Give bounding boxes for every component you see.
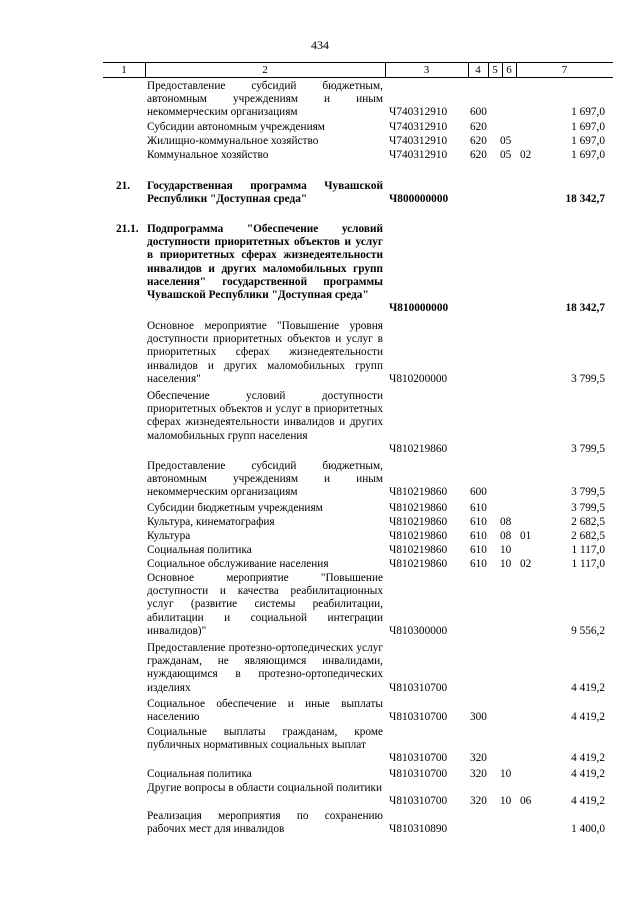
row-expense-type: 600 [470,106,487,119]
row-section: 10 [500,558,512,570]
row-section: 10 [500,768,512,780]
row-name: Другие вопросы в области социальной политики [147,782,383,794]
row-target-article: Ч810300000 [389,624,448,637]
row-name: Предоставление субсидий бюджетным, автономным учреждениям и иным некоммерческим организациям [147,80,383,119]
row-name: Культура, кинематография [147,516,275,528]
row-amount: 4 419,2 [571,795,605,808]
row-section: 10 [500,795,512,808]
row-target-article: Ч800000000 [389,193,449,206]
row-name: Обеспечение условий доступности приоритетных объектов и услуг в приоритетных сферах жизнедеятельности инвалидов и других маломобильных групп населения [147,390,383,442]
row-section: 08 [500,530,512,542]
row-target-article: Ч810310700 [389,711,448,724]
row-expense-type: 610 [470,502,487,514]
page-number: 434 [311,38,329,52]
row-name: Предоставление субсидий бюджетным, автономным учреждениям и иным некоммерческим организациям [147,460,383,499]
row-name: Подпрограмма "Обеспечение условий доступности приоритетных объектов и услуг в приоритетных сферах жизнедеятельности инвалидов и других маломобильных групп населения" государственной программы Чувашской Республики "Доступная среда" [147,223,383,302]
row-target-article: Ч810219860 [389,442,448,455]
row-amount: 1 697,0 [571,135,605,147]
row-expense-type: 620 [470,121,487,133]
row-name: Коммунальное хозяйство [147,149,269,161]
row-expense-type: 320 [470,768,487,780]
row-name: Предоставление протезно-ортопедических услуг гражданам, не являющимся инвалидами, нуждающимся в протезно-ортопедических изделиях [147,642,383,694]
row-amount: 3 799,5 [571,372,605,385]
row-target-article: Ч810310700 [389,681,448,694]
row-name: Социальное обеспечение и иные выплаты населению [147,698,383,724]
row-target-article: Ч810000000 [389,302,449,315]
row-name: Субсидии бюджетным учреждениям [147,502,323,514]
row-target-article: Ч810310890 [389,823,448,836]
row-expense-type: 610 [470,516,487,528]
row-expense-type: 300 [470,711,487,724]
row-expense-type: 620 [470,149,487,161]
row-number: 21. [116,180,131,192]
header-col-3: 3 [423,64,430,76]
row-name: Социальная политика [147,768,252,780]
row-target-article: Ч810200000 [389,372,448,385]
row-section: 08 [500,516,512,528]
header-col-1: 1 [121,64,127,76]
row-amount: 1 117,0 [571,544,605,556]
row-target-article: Ч810310700 [389,795,448,808]
row-target-article: Ч810310700 [389,752,448,765]
row-target-article: Ч740312910 [389,106,448,119]
row-section: 10 [500,544,512,556]
row-target-article: Ч740312910 [389,135,448,147]
row-subsection: 01 [520,530,532,542]
row-expense-type: 620 [470,135,487,147]
row-expense-type: 610 [470,530,487,542]
row-name: Реализация мероприятия по сохранению рабочих мест для инвалидов [147,810,383,836]
row-amount: 3 799,5 [571,486,605,499]
row-amount: 1 697,0 [571,106,605,119]
row-section: 05 [500,135,512,147]
row-amount: 9 556,2 [571,624,605,637]
row-amount: 4 419,2 [571,752,605,765]
row-amount: 1 400,0 [571,823,605,836]
row-target-article: Ч810219860 [389,502,448,514]
row-name: Социальные выплаты гражданам, кроме публичных нормативных социальных выплат [147,726,383,752]
row-name: Государственная программа Чувашской Республики "Доступная среда" [147,180,383,206]
row-name: Социальная политика [147,544,252,556]
row-target-article: Ч740312910 [389,121,448,133]
row-name: Субсидии автономным учреждениям [147,121,325,133]
row-amount: 2 682,5 [571,530,605,542]
row-amount: 18 342,7 [565,193,605,206]
row-amount: 1 697,0 [571,121,605,133]
row-name: Основное мероприятие "Повышение доступности и качества реабилитационных услуг (развитие системы реабилитации, абилитации и социальной интеграции инвалидов)" [147,572,383,637]
row-expense-type: 610 [470,558,487,570]
row-subsection: 02 [520,149,532,161]
row-expense-type: 320 [470,752,487,765]
header-col-6: 6 [506,64,512,76]
row-expense-type: 610 [470,544,487,556]
row-target-article: Ч810219860 [389,558,448,570]
row-target-article: Ч810219860 [389,530,448,542]
row-target-article: Ч810219860 [389,544,448,556]
row-target-article: Ч810219860 [389,516,448,528]
row-amount: 3 799,5 [571,502,605,514]
row-name: Социальное обслуживание населения [147,558,329,570]
row-target-article: Ч740312910 [389,149,448,161]
header-col-2: 2 [262,64,268,76]
row-subsection: 06 [520,795,532,808]
row-amount: 2 682,5 [571,516,605,528]
row-name: Жилищно-коммунальное хозяйство [147,135,319,147]
row-amount: 4 419,2 [571,681,605,694]
row-amount: 4 419,2 [571,768,605,780]
row-target-article: Ч810310700 [389,768,448,780]
header-col-5: 5 [492,64,498,76]
row-amount: 1 697,0 [571,149,605,161]
row-name: Основное мероприятие "Повышение уровня доступности приоритетных объектов и услуг в приоритетных сферах жизнедеятельности инвалидов и других маломобильных групп населения" [147,320,383,385]
row-amount: 4 419,2 [571,711,605,724]
row-amount: 1 117,0 [571,558,605,570]
row-expense-type: 320 [470,795,487,808]
row-expense-type: 600 [470,486,487,499]
header-col-7: 7 [561,64,568,76]
row-subsection: 02 [520,558,532,570]
row-amount: 3 799,5 [571,442,605,455]
table-header [103,62,613,78]
row-section: 05 [500,149,512,161]
row-number: 21.1. [116,223,139,235]
row-amount: 18 342,7 [565,302,605,315]
header-col-4: 4 [475,64,481,76]
row-name: Культура [147,530,191,542]
row-target-article: Ч810219860 [389,486,448,499]
